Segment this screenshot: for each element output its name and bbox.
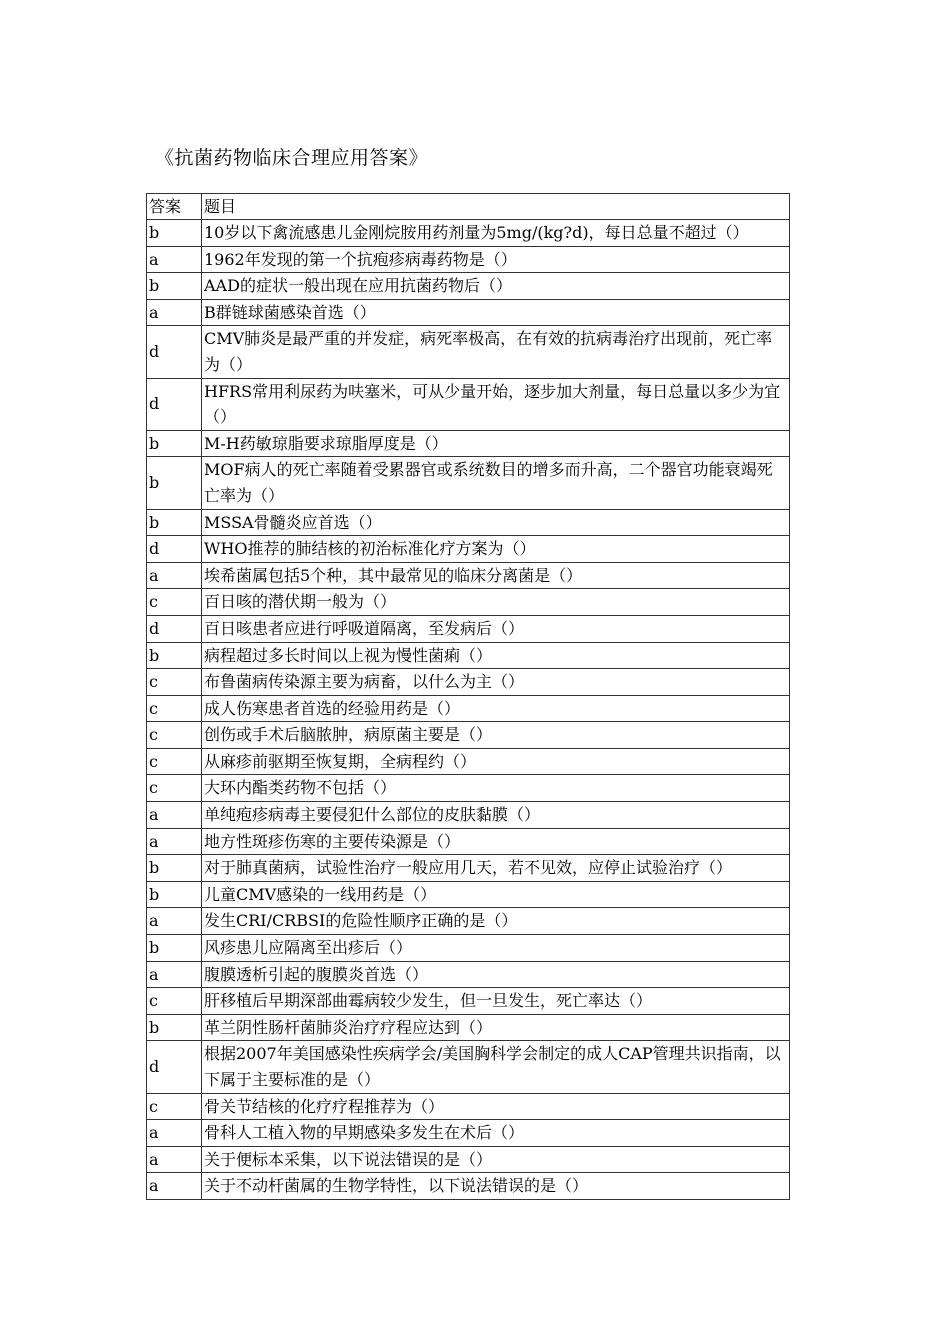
question-cell: 关于便标本采集，以下说法错误的是（）	[202, 1146, 790, 1173]
question-cell: MOF病人的死亡率随着受累器官或系统数目的增多而升高，二个器官功能衰竭死亡率为（）	[202, 457, 790, 509]
question-cell: 地方性斑疹伤寒的主要传染源是（）	[202, 828, 790, 855]
question-cell: 腹膜透析引起的腹膜炎首选（）	[202, 961, 790, 988]
answer-cell: d	[147, 378, 202, 430]
table-row	[147, 748, 790, 775]
table-row	[147, 615, 790, 642]
header-answer: 答案	[147, 194, 202, 220]
table-row	[147, 430, 790, 457]
answer-cell: d	[147, 326, 202, 378]
answer-cell: a	[147, 299, 202, 326]
table-row	[147, 695, 790, 722]
answer-cell: c	[147, 589, 202, 616]
table-row	[147, 642, 790, 669]
answer-cell: d	[147, 1041, 202, 1093]
table-row	[147, 220, 790, 247]
question-cell: 病程超过多长时间以上视为慢性菌痢（）	[202, 642, 790, 669]
answer-cell: d	[147, 536, 202, 563]
table-row	[147, 961, 790, 988]
answer-cell: a	[147, 246, 202, 273]
answer-cell: c	[147, 722, 202, 749]
question-cell: B群链球菌感染首选（）	[202, 299, 790, 326]
document-title: 《抗菌药物临床合理应用答案》	[155, 147, 429, 169]
question-cell: WHO推荐的肺结核的初治标准化疗方案为（）	[202, 536, 790, 563]
table-row	[147, 908, 790, 935]
table-row	[147, 378, 790, 430]
table-row	[147, 509, 790, 536]
answer-cell: a	[147, 562, 202, 589]
answer-cell: a	[147, 1146, 202, 1173]
question-cell: 埃希菌属包括5个种，其中最常见的临床分离菌是（）	[202, 562, 790, 589]
question-cell: CMV肺炎是最严重的并发症，病死率极高，在有效的抗病毒治疗出现前，死亡率为（）	[202, 326, 790, 378]
question-cell: 布鲁菌病传染源主要为病畜，以什么为主（）	[202, 669, 790, 696]
answer-cell: a	[147, 802, 202, 829]
answer-cell: b	[147, 430, 202, 457]
table-row	[147, 669, 790, 696]
question-cell: 骨关节结核的化疗疗程推荐为（）	[202, 1093, 790, 1120]
table-row	[147, 881, 790, 908]
question-cell: 风疹患儿应隔离至出疹后（）	[202, 935, 790, 962]
table-row	[147, 1120, 790, 1147]
question-cell: 发生CRI/CRBSI的危险性顺序正确的是（）	[202, 908, 790, 935]
table-row	[147, 1173, 790, 1200]
answer-cell: c	[147, 669, 202, 696]
question-cell: 儿童CMV感染的一线用药是（）	[202, 881, 790, 908]
answer-cell: b	[147, 509, 202, 536]
answer-cell: b	[147, 273, 202, 300]
table-row	[147, 1014, 790, 1041]
question-cell: HFRS常用利尿药为呋塞米，可从少量开始，逐步加大剂量，每日总量以多少为宜（）	[202, 378, 790, 430]
table-row	[147, 1093, 790, 1120]
question-cell: 10岁以下禽流感患儿金刚烷胺用药剂量为5mg/(kg?d)，每日总量不超过（）	[202, 220, 790, 247]
answer-cell: a	[147, 1120, 202, 1147]
question-cell: 根据2007年美国感染性疾病学会/美国胸科学会制定的成人CAP管理共识指南，以下属于主要标准的是（）	[202, 1041, 790, 1093]
question-cell: 对于肺真菌病，试验性治疗一般应用几天，若不见效，应停止试验治疗（）	[202, 855, 790, 882]
question-cell: 大环内酯类药物不包括（）	[202, 775, 790, 802]
question-cell: 关于不动杆菌属的生物学特性，以下说法错误的是（）	[202, 1173, 790, 1200]
table-header-row	[147, 194, 790, 220]
question-cell: 成人伤寒患者首选的经验用药是（）	[202, 695, 790, 722]
answer-cell: b	[147, 220, 202, 247]
question-cell: 单纯疱疹病毒主要侵犯什么部位的皮肤黏膜（）	[202, 802, 790, 829]
question-cell: 骨科人工植入物的早期感染多发生在术后（）	[202, 1120, 790, 1147]
table-row	[147, 855, 790, 882]
table-row	[147, 775, 790, 802]
answer-cell: c	[147, 988, 202, 1015]
answer-cell: a	[147, 1173, 202, 1200]
table-row	[147, 722, 790, 749]
table-row	[147, 326, 790, 378]
answer-cell: b	[147, 642, 202, 669]
question-cell: 从麻疹前驱期至恢复期，全病程约（）	[202, 748, 790, 775]
question-cell: 百日咳的潜伏期一般为（）	[202, 589, 790, 616]
question-cell: M-H药敏琼脂要求琼脂厚度是（）	[202, 430, 790, 457]
question-cell: 肝移植后早期深部曲霉病较少发生，但一旦发生，死亡率达（）	[202, 988, 790, 1015]
answer-cell: c	[147, 695, 202, 722]
table-row	[147, 828, 790, 855]
table-row	[147, 988, 790, 1015]
answer-cell: c	[147, 775, 202, 802]
question-cell: 百日咳患者应进行呼吸道隔离，至发病后（）	[202, 615, 790, 642]
answer-cell: b	[147, 881, 202, 908]
table-row	[147, 935, 790, 962]
answer-cell: c	[147, 748, 202, 775]
question-cell: 革兰阴性肠杆菌肺炎治疗疗程应达到（）	[202, 1014, 790, 1041]
table-body	[147, 220, 790, 1200]
answer-cell: a	[147, 961, 202, 988]
question-cell: 1962年发现的第一个抗疱疹病毒药物是（）	[202, 246, 790, 273]
question-cell: MSSA骨髓炎应首选（）	[202, 509, 790, 536]
question-cell: AAD的症状一般出现在应用抗菌药物后（）	[202, 273, 790, 300]
table-row	[147, 536, 790, 563]
answer-cell: a	[147, 908, 202, 935]
question-cell: 创伤或手术后脑脓肿，病原菌主要是（）	[202, 722, 790, 749]
table-row	[147, 802, 790, 829]
table-row	[147, 1041, 790, 1093]
answer-cell: b	[147, 855, 202, 882]
table-row	[147, 273, 790, 300]
table-row	[147, 1146, 790, 1173]
answer-cell: a	[147, 828, 202, 855]
answer-cell: b	[147, 457, 202, 509]
table-row	[147, 299, 790, 326]
table-row	[147, 457, 790, 509]
header-question: 题目	[202, 194, 790, 220]
answer-table	[146, 193, 790, 1200]
table-row	[147, 589, 790, 616]
answer-cell: b	[147, 1014, 202, 1041]
answer-cell: d	[147, 615, 202, 642]
answer-cell: c	[147, 1093, 202, 1120]
table-row	[147, 562, 790, 589]
answer-cell: b	[147, 935, 202, 962]
table-row	[147, 246, 790, 273]
